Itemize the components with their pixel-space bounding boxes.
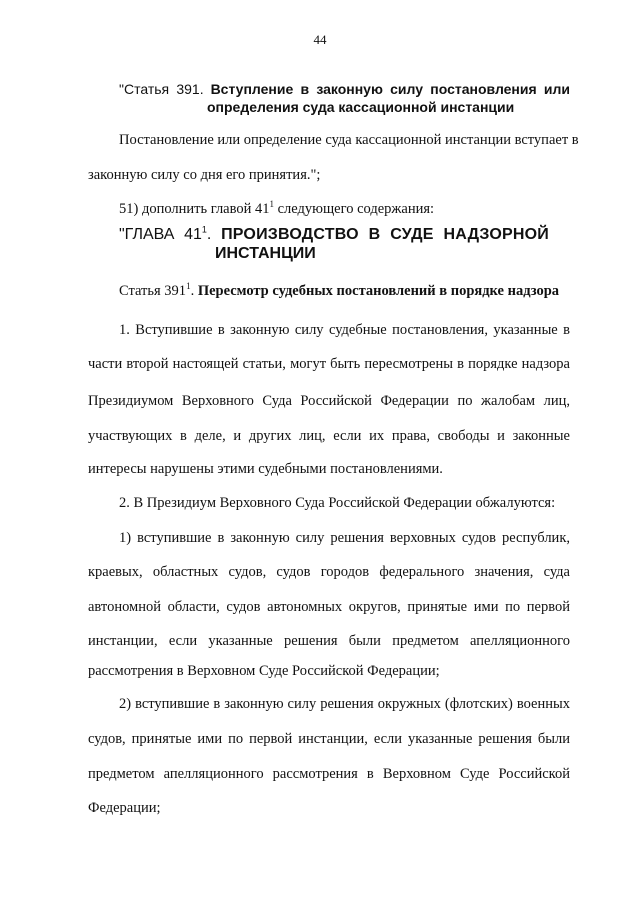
body-line: предметом апелляционного рассмотрения в Верховном Суде Российской xyxy=(88,766,570,782)
article-391-prefix: "Статья 391. xyxy=(119,81,204,97)
body-line: 1) вступившие в законную силу решения верховных судов республик, xyxy=(119,530,570,546)
body-line: автономной области, судов автономных округов, принятые ими по первой xyxy=(88,599,570,615)
article-3911-sup: 1 xyxy=(186,281,191,292)
article-3911-heading: Статья $391^1$. Пересмотр судебных постановлений в порядке надзора xyxy=(119,281,560,299)
body-line: участвующих в деле, и других лиц, если их права, свободы и законные xyxy=(88,428,570,444)
article-3911-title: Пересмотр судебных постановлений в порядке надзора xyxy=(197,283,560,299)
chapter-prefix: "ГЛАВА $41^1$. xyxy=(119,224,212,243)
body-line: инстанции, если указанные решения были предметом апелляционного xyxy=(88,633,570,649)
chapter-title-line2: ИНСТАНЦИИ xyxy=(215,245,316,262)
page-number: 44 xyxy=(313,32,327,47)
body-line: краевых, областных судов, судов городов федерального значения, суда xyxy=(88,564,570,580)
item-51-text-after: следующего содержания: xyxy=(277,201,435,217)
item-51-sup: 1 xyxy=(269,199,274,210)
body-line: 1. Вступившие в законную силу судебные постановления, указанные в xyxy=(119,322,570,338)
article-391-body-line2: законную силу со дня его принятия."; xyxy=(88,167,321,183)
body-line: рассмотрения в Верховном Суде Российской Федерации; xyxy=(88,663,440,679)
item-51-line xyxy=(119,200,570,218)
article-391-title-line1: Вступление в законную силу постановления или xyxy=(210,81,571,97)
body-line: интересы нарушены этими судебными постановлениями. xyxy=(88,461,443,477)
body-line: Федерации; xyxy=(88,800,161,816)
chapter-title-line1: ПРОИЗВОДСТВО В СУДЕ НАДЗОРНОЙ xyxy=(221,226,549,243)
body-line: Президиумом Верховного Суда Российской Федерации по жалобам лиц, xyxy=(88,393,570,409)
article-3911-prefix: Статья 391 xyxy=(119,283,187,299)
article-391-title-line2: определения суда кассационной инстанции xyxy=(207,99,515,115)
article-391-heading-line1 xyxy=(119,80,570,99)
article-391-body-line1: Постановление или определение суда кассационной инстанции вступает в xyxy=(119,132,579,148)
body-line: 2) вступившие в законную силу решения окружных (флотских) военных xyxy=(119,696,570,712)
body-line: судов, принятые ими по первой инстанции, если указанные решения были xyxy=(88,731,570,747)
body-line: части второй настоящей статьи, могут быть пересмотрены в порядке надзора xyxy=(88,356,570,372)
chapter-heading-line1 xyxy=(119,226,549,244)
item-51-text: 51) дополнить главой 41 xyxy=(119,201,270,217)
body-line: 2. В Президиум Верховного Суда Российской Федерации обжалуются: xyxy=(119,495,556,511)
